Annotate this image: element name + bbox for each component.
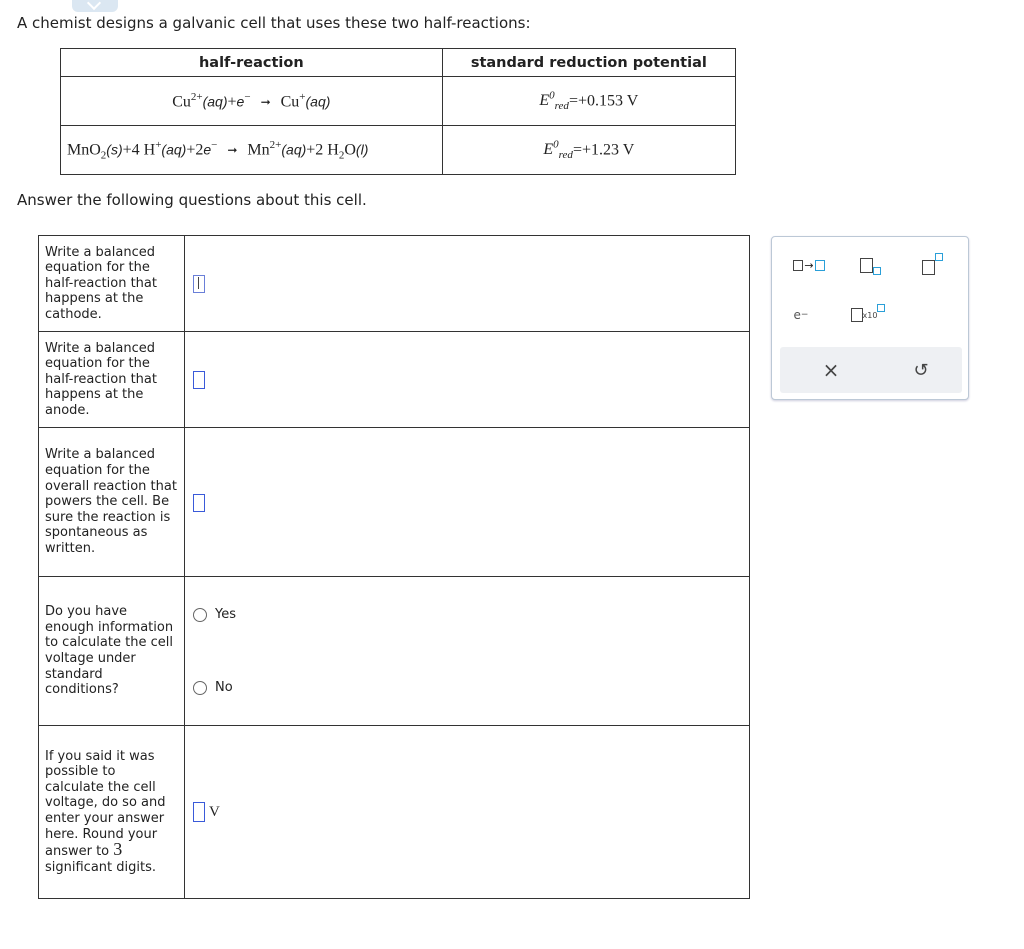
no-radio[interactable]: [193, 681, 207, 695]
yes-radio[interactable]: [193, 608, 207, 622]
question-cathode: Write a balanced equation for the half-reaction that happens at the cathode.: [39, 236, 185, 332]
option-yes[interactable]: [193, 607, 748, 622]
col-header-reaction: half-reaction: [61, 49, 443, 77]
potential-2-value: =+1.23 V: [572, 141, 635, 159]
sig-digits: 3: [113, 839, 123, 860]
cathode-answer-input[interactable]: [193, 275, 205, 293]
arrow-template-button[interactable]: →: [784, 255, 834, 275]
half-reaction-table: [60, 48, 736, 175]
col-header-potential: standard reduction potential: [442, 49, 735, 77]
anode-answer-input[interactable]: [193, 371, 205, 389]
electron-button[interactable]: e −: [793, 308, 809, 322]
voltage-unit: V: [209, 803, 220, 820]
question-overall: Write a balanced equation for the overall reaction that powers the cell. Be sure the reaction is spontaneous as written.: [39, 428, 185, 577]
math-palette: [771, 236, 969, 400]
superscript-button[interactable]: [912, 249, 952, 277]
potential-2: $E^0_{red}=+1.23$ V: [442, 126, 735, 175]
question-anode: Write a balanced equation for the half-reaction that happens at the anode.: [39, 332, 185, 428]
voltage-answer-input[interactable]: [193, 802, 205, 822]
half-reaction-2: MnO$_2$(s)+4 H+(aq)+2e− ➞ $Mn^{2+}(aq)+2$ $H_2O(l)$: [61, 126, 443, 175]
intro-text: A chemist designs a galvanic cell that uses these two half-reactions:: [17, 14, 531, 32]
undo-button[interactable]: ↺: [913, 359, 929, 381]
question-enough-info: Do you have enough information to calculate the cell voltage under standard conditions?: [39, 577, 185, 726]
potential-1: $E^0_{red}=+0.153$ V: [442, 77, 735, 126]
yes-label: Yes: [215, 607, 236, 622]
chevron-down-icon: [87, 0, 101, 10]
palette-action-bar: [780, 347, 962, 393]
clear-button[interactable]: ×: [822, 358, 840, 382]
no-label: No: [215, 680, 233, 695]
subscript-button[interactable]: [850, 253, 890, 277]
potential-1-value: =+0.153 V: [568, 92, 639, 110]
half-reaction-1: $Cu^{2+}(aq)+e^-$ ➞ Cu+(aq): [61, 77, 443, 126]
question-table: [38, 235, 750, 899]
sci-notation-button[interactable]: x10: [848, 303, 888, 327]
question-voltage: If you said it was possible to calculate the cell voltage, do so and enter your answer here. Round your answer to 3 significant digits.: [39, 726, 185, 899]
collapse-tab[interactable]: [72, 0, 118, 12]
answer-prompt: Answer the following questions about this cell.: [17, 191, 367, 209]
option-no[interactable]: [193, 680, 748, 695]
overall-answer-input[interactable]: [193, 494, 205, 512]
